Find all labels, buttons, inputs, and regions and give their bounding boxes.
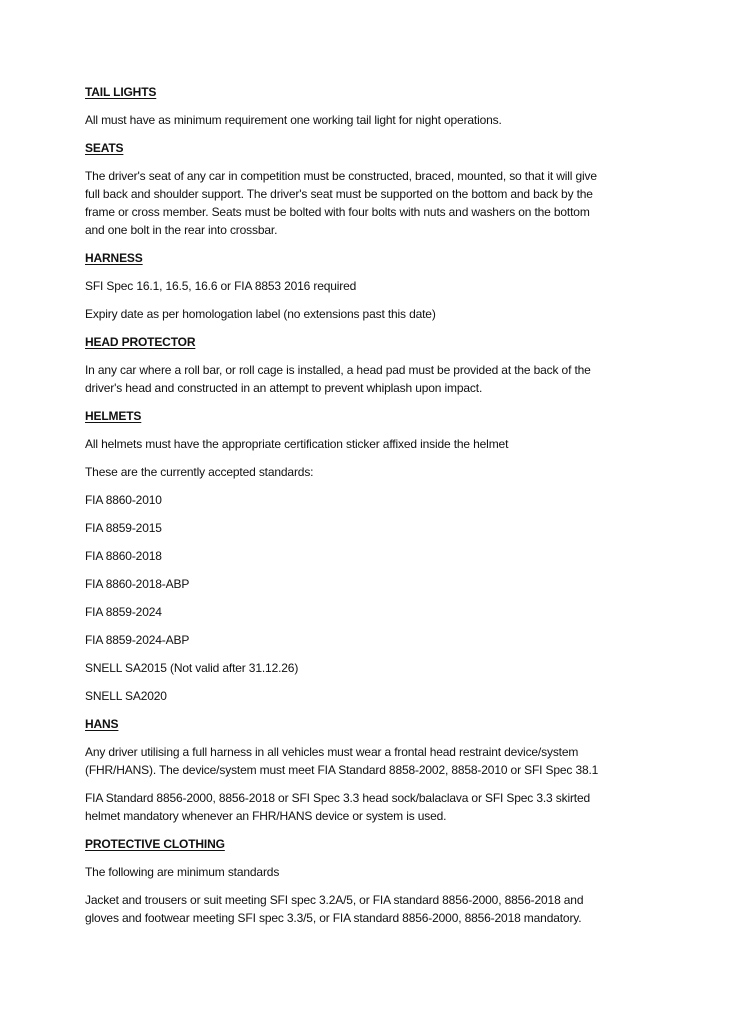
section-heading <box>85 407 665 425</box>
paragraph <box>85 111 665 129</box>
heading-text: PROTECTIVE CLOTHING <box>85 837 225 851</box>
paragraph <box>85 277 665 295</box>
paragraph-line: (FHR/HANS). The device/system must meet FIA Standard 8858-2002, 8858-2010 or SFI Spec 38.1 <box>85 763 599 777</box>
paragraph-line: Any driver utilising a full harness in all vehicles must wear a frontal head restraint device/system <box>85 745 579 759</box>
paragraph-line: FIA 8860-2010 <box>85 493 162 507</box>
paragraph <box>85 361 665 397</box>
paragraph-line: These are the currently accepted standards: <box>85 465 314 479</box>
paragraph-line: FIA 8859-2024 <box>85 605 162 619</box>
paragraph <box>85 463 665 481</box>
paragraph-line: In any car where a roll bar, or roll cage is installed, a head pad must be provided at the back of the <box>85 363 591 377</box>
heading-text: HANS <box>85 717 119 731</box>
section-heading <box>85 715 665 733</box>
paragraph-line: driver's head and constructed in an attempt to prevent whiplash upon impact. <box>85 381 483 395</box>
paragraph-line: All helmets must have the appropriate certification sticker affixed inside the helmet <box>85 437 509 451</box>
paragraph <box>85 631 665 649</box>
paragraph <box>85 575 665 593</box>
heading-text: HARNESS <box>85 251 143 265</box>
heading-text: HEAD PROTECTOR <box>85 335 196 349</box>
paragraph <box>85 435 665 453</box>
paragraph-line: FIA Standard 8856-2000, 8856-2018 or SFI Spec 3.3 head sock/balaclava or SFI Spec 3.3 skirted <box>85 791 591 805</box>
paragraph-line: gloves and footwear meeting SFI spec 3.3/5, or FIA standard 8856-2000, 8856-2018 mandatory. <box>85 911 582 925</box>
section-heading <box>85 83 665 101</box>
paragraph-line: FIA 8859-2015 <box>85 521 162 535</box>
paragraph-line: FIA 8860-2018 <box>85 549 162 563</box>
paragraph-line: FIA 8860-2018-ABP <box>85 577 190 591</box>
paragraph <box>85 603 665 621</box>
section-heading <box>85 139 665 157</box>
paragraph-line: Expiry date as per homologation label (no extensions past this date) <box>85 307 436 321</box>
paragraph-line: full back and shoulder support. The driver's seat must be supported on the bottom and back by the <box>85 187 593 201</box>
heading-text: HELMETS <box>85 409 142 423</box>
paragraph <box>85 687 665 705</box>
paragraph-line: helmet mandatory whenever an FHR/HANS device or system is used. <box>85 809 447 823</box>
paragraph <box>85 547 665 565</box>
document-page <box>85 83 665 937</box>
paragraph-line: FIA 8859-2024-ABP <box>85 633 190 647</box>
paragraph <box>85 167 665 239</box>
paragraph <box>85 891 665 927</box>
paragraph <box>85 305 665 323</box>
paragraph <box>85 491 665 509</box>
paragraph <box>85 519 665 537</box>
heading-text: TAIL LIGHTS <box>85 85 157 99</box>
paragraph <box>85 863 665 881</box>
paragraph-line: and one bolt in the rear into crossbar. <box>85 223 278 237</box>
paragraph-line: The driver's seat of any car in competition must be constructed, braced, mounted, so that it will give <box>85 169 597 183</box>
heading-text: SEATS <box>85 141 124 155</box>
section-heading <box>85 835 665 853</box>
paragraph-line: The following are minimum standards <box>85 865 280 879</box>
paragraph-line: SFI Spec 16.1, 16.5, 16.6 or FIA 8853 2016 required <box>85 279 357 293</box>
paragraph-line: All must have as minimum requirement one working tail light for night operations. <box>85 113 502 127</box>
paragraph <box>85 789 665 825</box>
section-heading <box>85 249 665 267</box>
paragraph-line: SNELL SA2015 (Not valid after 31.12.26) <box>85 661 299 675</box>
paragraph <box>85 659 665 677</box>
paragraph <box>85 743 665 779</box>
paragraph-line: SNELL SA2020 <box>85 689 167 703</box>
paragraph-line: Jacket and trousers or suit meeting SFI spec 3.2A/5, or FIA standard 8856-2000, 8856-2018 and <box>85 893 584 907</box>
section-heading <box>85 333 665 351</box>
paragraph-line: frame or cross member. Seats must be bolted with four bolts with nuts and washers on the bottom <box>85 205 590 219</box>
